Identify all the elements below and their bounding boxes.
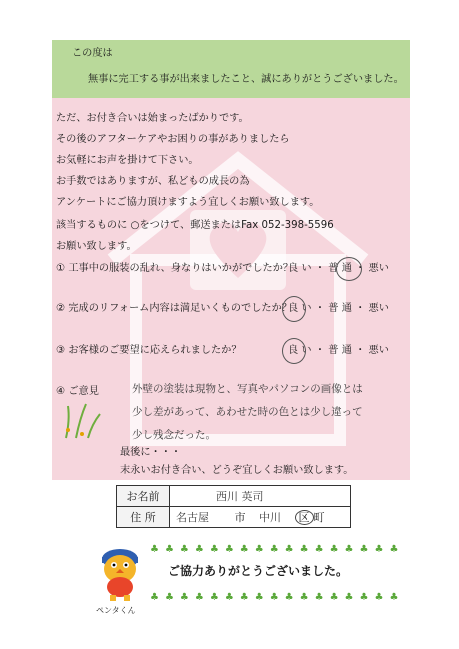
address-city: 名古屋	[176, 511, 209, 524]
closing-line-1: 最後に・・・	[120, 447, 182, 458]
intro-line-fax: 該当するものに ○をつけて、郵送またはFax 052-398-5596	[56, 220, 334, 231]
closing-line-2: 末永いお付き合い、どうぞ宜しくお願い致します。	[120, 465, 354, 476]
address-value[interactable]	[170, 507, 351, 528]
answer-circle-q1	[336, 257, 362, 281]
intro-line: その後のアフターケアやお困りの事がありましたら	[56, 134, 290, 145]
question-1-options[interactable]: 良 い ・ 普 通 ・ 悪い	[288, 263, 389, 274]
opinion-handwritten-2: 少し差があって、あわせた時の色とは少し違って	[132, 406, 363, 418]
grass-icon	[62, 400, 104, 440]
name-value[interactable]	[170, 486, 351, 507]
address-label: 住 所	[117, 507, 170, 528]
opinion-label: ④ ご意見	[56, 386, 99, 397]
question-1: ① 工事中の服装の乱れ、身なりはいかがでしたか？	[56, 263, 294, 274]
name-value-text: 西川 英司	[216, 490, 264, 503]
intro-line: ただ、お付き合いは始まったばかりです。	[56, 113, 249, 124]
bird-mascot-icon	[92, 537, 148, 603]
clover-border-bottom: ♣♣♣♣♣♣♣♣♣♣♣♣♣♣♣♣♣	[150, 592, 405, 603]
address-machi: 町	[313, 511, 325, 524]
question-3: ③ お客様のご要望に応えられましたか？	[56, 345, 242, 356]
opinion-handwritten-1: 外壁の塗装は現物と、写真やパソコンの画像とは	[132, 383, 363, 395]
header-line-1: この度は	[72, 48, 113, 59]
header-line-2: 無事に完工する事が出来ましたこと、誠にありがとうございました。	[88, 74, 404, 85]
name-label: お名前	[117, 486, 170, 507]
intro-line: アンケートにご協力頂けますよう宜しくお願い致します。	[56, 197, 320, 208]
customer-info-table	[116, 485, 351, 528]
answer-circle-q2	[282, 296, 306, 322]
intro-line: お気軽にお声を掛けて下さい。	[56, 155, 199, 166]
answer-circle-q3	[282, 338, 306, 364]
address-ward-value: 中川	[259, 511, 281, 524]
question-2: ② 完成のリフォーム内容は満足いくものでしたか？	[56, 303, 292, 314]
opinion-handwritten-3: 少し残念だった。	[132, 429, 216, 441]
question-2-options[interactable]: 良 い ・ 普 通 ・ 悪い	[288, 303, 389, 314]
mascot-name: ペンタくん	[96, 606, 136, 615]
address-ku: 区	[295, 510, 314, 525]
address-shi: 市	[234, 511, 246, 524]
clover-border-top: ♣♣♣♣♣♣♣♣♣♣♣♣♣♣♣♣♣	[150, 544, 405, 555]
question-3-options[interactable]: 良 い ・ 普 通 ・ 悪い	[288, 345, 389, 356]
thanks-message: ご協力ありがとうございました。	[168, 564, 349, 578]
intro-line: お手数ではありますが、私どもの成長の為	[56, 176, 250, 187]
intro-line: お願い致します。	[56, 241, 137, 252]
